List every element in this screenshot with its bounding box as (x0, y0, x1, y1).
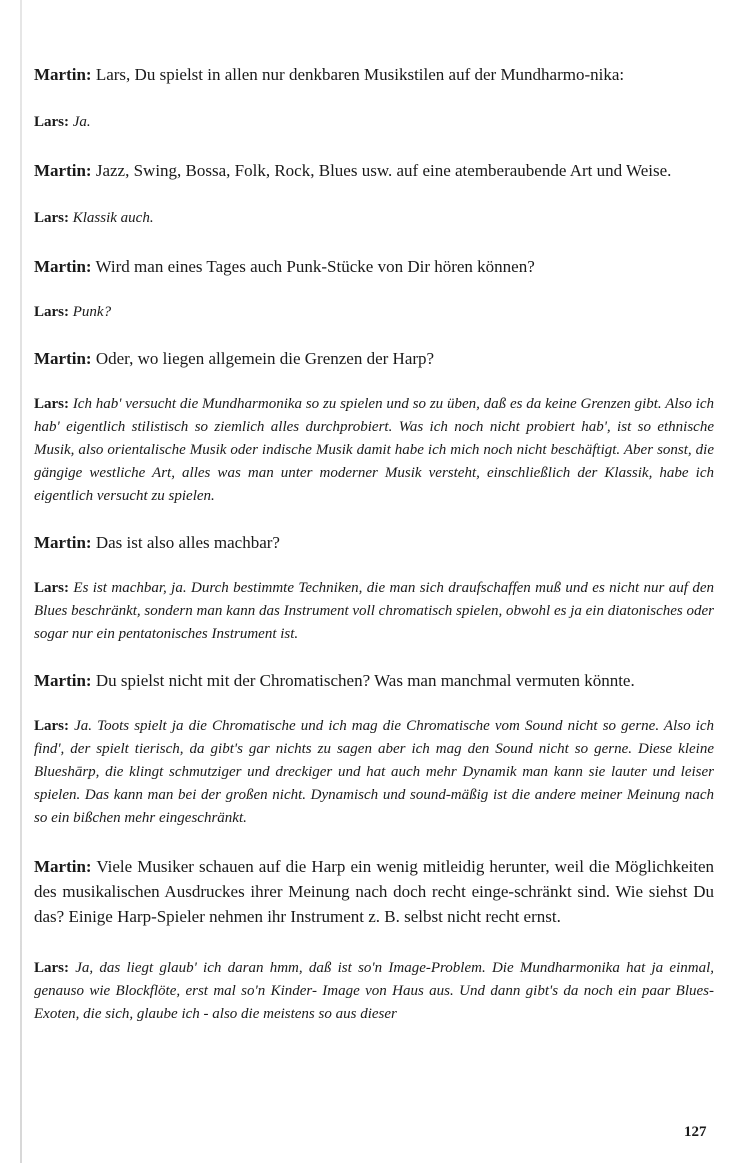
speech-text: Du spielst nicht mit der Chromatischen? Was man manchmal vermuten könnte. (95, 671, 635, 690)
dialogue-paragraph (34, 301, 714, 324)
speaker-label: Martin: (34, 857, 92, 876)
speaker-label: Martin: (34, 257, 92, 276)
speech-text: Punk? (72, 304, 112, 320)
speech-text: Es ist machbar, ja. Durch bestimmte Techniken, die man sich draufschaffen muß und es nicht nur auf den Blues beschränkt, sondern man kann das Instrument voll chromatisch spielen, obwohl es ja ein diatonisches oder sogar nur ein pentatonisches Instrument ist. (34, 580, 715, 642)
dialogue-paragraph (34, 111, 714, 134)
interview-text (34, 62, 714, 1026)
speech-text: Ich hab' versucht die Mundharmonika so zu spielen und so zu üben, daß es da keine Grenzen gibt. Also ich hab' eigentlich stilistisch so ziemlich alles durchprobiert. Was ich noch nicht probiert hab', ist so ethnische Musik, also orientalische Musik oder indische Musik damit habe ich mich noch nicht beschäftigt. Aber sonst, die gängige westliche Art, alles was man unter moderner Musik versteht, einschließlich der Klassik, habe ich eigentlich versucht zu spielen. (34, 396, 715, 504)
dialogue-paragraph (34, 668, 714, 693)
speaker-label: Lars: (34, 960, 69, 976)
speech-text: Klassik auch. (72, 210, 154, 226)
dialogue-paragraph (34, 158, 714, 183)
speech-text: Wird man eines Tages auch Punk-Stücke von Dir hören können? (95, 257, 535, 276)
speech-text: Jazz, Swing, Bossa, Folk, Rock, Blues usw. auf eine atemberaubende Art und Weise. (95, 161, 672, 180)
speaker-label: Lars: (34, 114, 69, 130)
speech-text: Oder, wo liegen allgemein die Grenzen der Harp? (95, 349, 435, 368)
speech-text: Ja, das liegt glaub' ich daran hmm, daß ist so'n Image-Problem. Die Mundharmonika hat ja einmal, genauso wie Blockflöte, erst mal so'n Kinder- Image von Haus aus. Und dann gibt's da noch ein paar Blues-Exoten, die sich, glaube ich - also die meistens so aus dieser (34, 960, 715, 1022)
dialogue-paragraph (34, 957, 714, 1026)
dialogue-paragraph (34, 715, 714, 830)
dialogue-paragraph (34, 254, 714, 279)
speaker-label: Martin: (34, 349, 92, 368)
speaker-label: Lars: (34, 396, 69, 412)
speaker-label: Lars: (34, 580, 69, 596)
dialogue-paragraph (34, 393, 714, 508)
speech-text: Das ist also alles machbar? (95, 533, 280, 552)
speaker-label: Lars: (34, 304, 69, 320)
dialogue-paragraph (34, 207, 714, 230)
speaker-label: Martin: (34, 533, 92, 552)
speaker-label: Martin: (34, 671, 92, 690)
speech-text: Ja. Toots spielt ja die Chromatische und ich mag die Chromatische vom Sound nicht so gerne. Also ich find', der spielt tierisch, da gibt's gar nichts zu sagen aber ich mag den Sound nicht so gerne. Diese kleine Blueshārp, die klingt schmutziger und dreckiger und hat auch mehr Dynamik man kann sie lauter und leiser spielen. Das kann man bei der großen nicht. Dynamisch und sound-mäßig ist die andere meiner Meinung nach so ein bißchen mehr eingeschränkt. (34, 718, 715, 826)
speech-text: Ja. (72, 114, 91, 130)
dialogue-paragraph (34, 62, 714, 87)
speech-text: Viele Musiker schauen auf die Harp ein wenig mitleidig herunter, weil die Möglichkeiten des musikalischen Ausdruckes ihrer Meinung nach doch recht einge-schränkt sind. Wie siehst Du das? Einige Harp-Spieler nehmen ihr Instrument z. B. selbst nicht recht ernst. (34, 857, 715, 926)
dialogue-paragraph (34, 854, 714, 929)
dialogue-paragraph (34, 346, 714, 371)
binding-edge (20, 0, 22, 1163)
speaker-label: Martin: (34, 65, 92, 84)
speaker-label: Martin: (34, 161, 92, 180)
dialogue-paragraph (34, 530, 714, 555)
dialogue-paragraph (34, 577, 714, 646)
page-number: 127 (684, 1124, 707, 1140)
speaker-label: Lars: (34, 718, 69, 734)
speech-text: Lars, Du spielst in allen nur denkbaren Musikstilen auf der Mundharmo-nika: (95, 65, 625, 84)
speaker-label: Lars: (34, 210, 69, 226)
